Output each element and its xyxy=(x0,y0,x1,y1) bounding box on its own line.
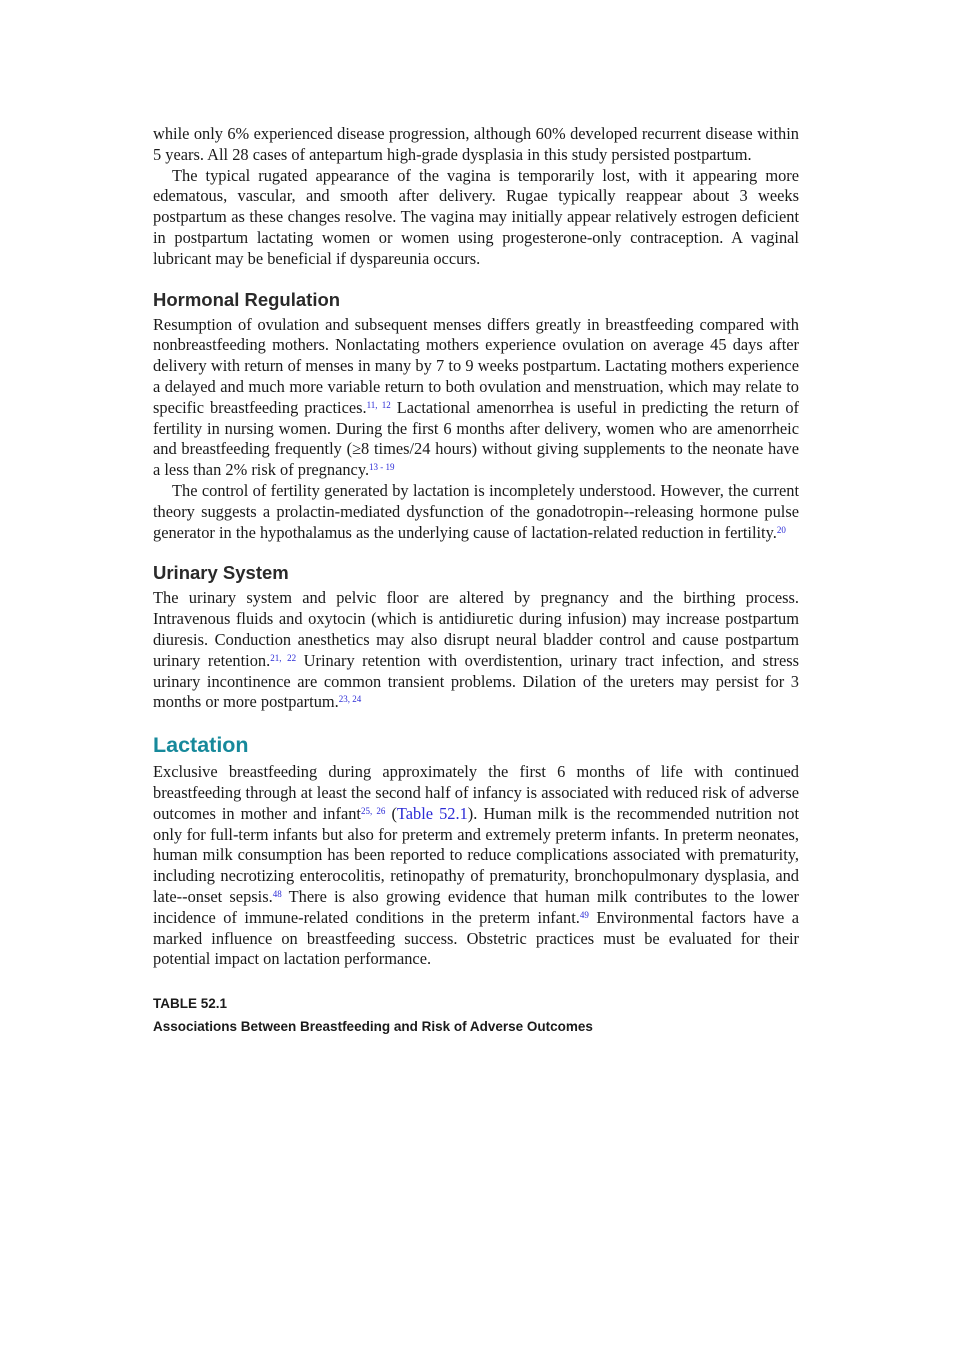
urinary-text-1b: Urinary retention with overdistention, urinary tract infection, and stress urinary incontinence are common transient problems. Dilation of the ureters may persist for 3 months or more postpartum. xyxy=(153,650,799,712)
lactation-open-paren: ( xyxy=(385,803,397,823)
lactation-text-1d: Environmental factors have a marked influence on breastfeeding success. Obstetric practices must be evaluated for their potential impact on lactation performance. xyxy=(153,907,799,969)
intro-paragraph-2: The typical rugated appearance of the vagina is temporarily lost, with it appearing more edematous, vascular, and smooth after delivery. Rugae typically reappear about 3 weeks postpartum as these changes resolve. The vagina may initially appear relatively estrogen deficient in postpartum lactating women or women using progesterone-only contraception. A vaginal lubricant may be beneficial if dyspareunia occurs. xyxy=(153,165,799,268)
citation-link[interactable]: 11, 12 xyxy=(366,399,391,410)
citation-link[interactable]: 23, 24 xyxy=(338,694,362,705)
section-heading-hormonal-regulation: Hormonal Regulation xyxy=(153,288,341,310)
lactation-text-1a: Exclusive breastfeeding during approximately the first 6 months of life with continued breastfeeding through at least the second half of infancy is associated with reduced risk of adverse outcomes in mother and infant xyxy=(153,762,799,823)
citation-link[interactable]: 21, 22 xyxy=(270,652,297,663)
table-title: Associations Between Breastfeeding and Risk of Adverse Outcomes xyxy=(153,1019,593,1035)
urinary-paragraph-1 xyxy=(153,588,799,713)
lactation-text-1b: ). Human milk is the recommended nutrition not only for full-term infants but also for preterm and extremely preterm infants. In preterm neonates, human milk consumption has been reported to reduce complications associated with prematurity, including necrotizing enterocolitis, retinopathy of prematurity, bronchopulmonary dysplasia, and late--onset sepsis. xyxy=(153,803,799,906)
table-label: TABLE 52.1 xyxy=(153,996,228,1012)
section-heading-lactation: Lactation xyxy=(153,733,249,758)
hormonal-paragraph-2 xyxy=(153,481,799,543)
hormonal-text-1b: Lactational amenorrhea is useful in predicting the return of fertility in nursing women. During the first 6 months after delivery, women who are amenorrheic and breastfeeding frequently (≥8 times/24 hours) without giving supplements to the neonate have a less than 2% risk of pregnancy. xyxy=(153,397,800,480)
urinary-text-1a: The urinary system and pelvic floor are altered by pregnancy and the birthing process. Intravenous fluids and oxytocin (which is antidiuretic during infusion) may increase postpartum diuresis. Conduction anesthetics may also disrupt neural bladder control and cause postpartum urinary retention. xyxy=(153,588,799,670)
lactation-text-1c: There is also growing evidence that human milk contributes to the lower incidence of immune-related conditions in the preterm infant. xyxy=(153,886,799,927)
citation-link[interactable]: 49 xyxy=(579,909,589,920)
hormonal-text-1a: Resumption of ovulation and subsequent menses differs greatly in breastfeeding compared with nonbreastfeeding mothers. Nonlactating mothers experience ovulation on average 45 days after delivery with return of menses in many by 7 to 9 weeks postpartum. Lactating mothers experience a delayed and much more variable return to both ovulation and menstruation, which may relate to specific breastfeeding practices. xyxy=(153,314,799,417)
hormonal-paragraph-1 xyxy=(153,315,799,481)
page-content xyxy=(153,124,799,1035)
citation-link[interactable]: 20 xyxy=(776,524,786,535)
hormonal-text-2a: The control of fertility generated by lactation is incompletely understood. However, the current theory suggests a prolactin-mediated dysfunction of the gonadotropin--releasing hormone pulse generator in the hypothalamus as the underlying cause of lactation-related reduction in fertility. xyxy=(153,480,799,542)
citation-link[interactable]: 48 xyxy=(272,888,282,899)
lactation-paragraph-1 xyxy=(153,762,799,970)
intro-paragraph-1: while only 6% experienced disease progression, although 60% developed recurrent disease within 5 years. All 28 cases of antepartum high-grade dysplasia in this study persisted postpartum. xyxy=(153,124,799,164)
section-heading-urinary-system: Urinary System xyxy=(153,562,289,584)
table-reference-link[interactable]: Table 52.1 xyxy=(396,803,468,823)
citation-link[interactable]: 25, 26 xyxy=(360,805,386,816)
citation-link[interactable]: 13 - 19 xyxy=(369,462,395,473)
